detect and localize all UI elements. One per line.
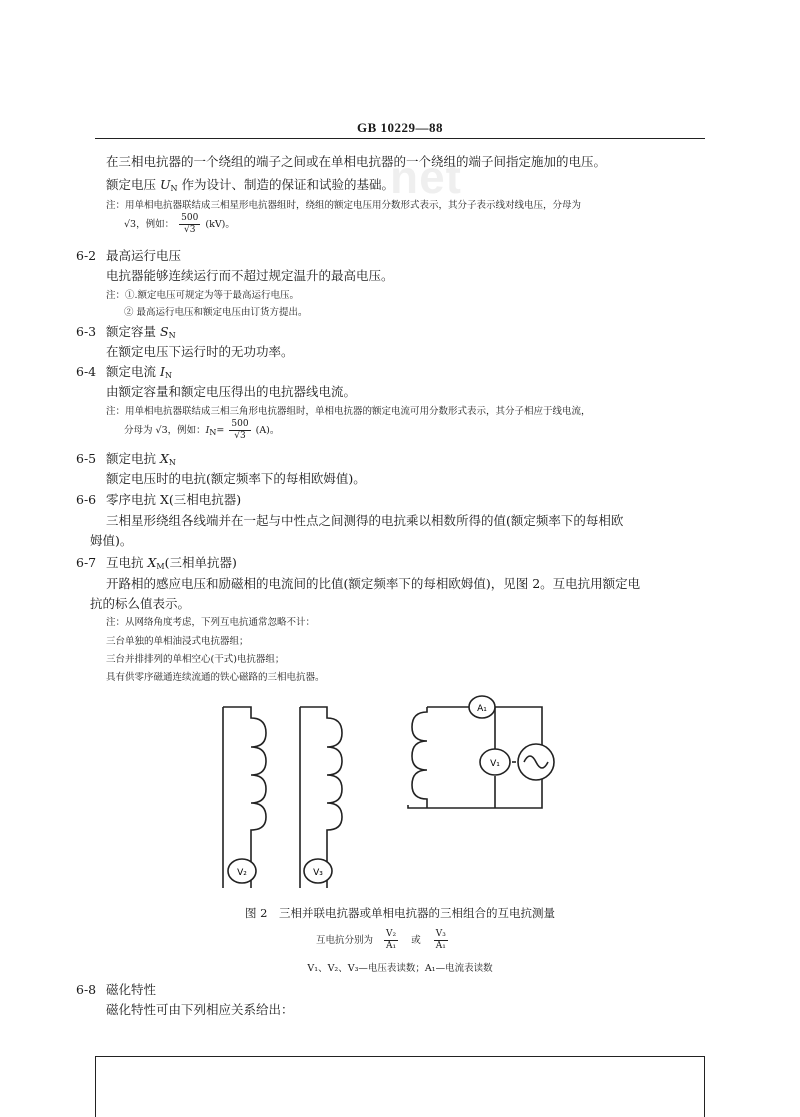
paragraph: 在额定电压下运行时的无功功率。 bbox=[106, 344, 294, 359]
fraction: $\frac{500}{√3}$ bbox=[231, 419, 249, 441]
section-heading: 6-2 最高运行电压 bbox=[76, 248, 182, 263]
note: 三台单独的单相油浸式电抗器组； bbox=[106, 636, 249, 647]
note: 注：从网络角度考虑，下列互电抗通常忽略不计： bbox=[106, 617, 316, 628]
paragraph: 磁化特性可由下列相应关系给出： bbox=[106, 1002, 294, 1017]
note: 注：①.额定电压可规定为等于最高运行电压。 bbox=[106, 290, 300, 301]
ac-source-icon bbox=[518, 744, 554, 780]
note: √3，例如： $\frac{500}{√3}$ (kV)。 bbox=[124, 213, 235, 235]
section-heading: 6-3 额定容量 $S_N$ bbox=[76, 324, 176, 340]
svg-text:V₁: V₁ bbox=[490, 759, 500, 769]
paragraph: 三相星形绕组各线端并在一起与中性点之间测得的电抗乘以相数所得的值(额定频率下的每相欧 bbox=[106, 513, 624, 528]
voltmeter-v1-icon bbox=[480, 749, 510, 775]
paragraph: 电抗器能够连续运行而不超过规定温升的最高电压。 bbox=[106, 268, 394, 283]
svg-text:A₁: A₁ bbox=[477, 704, 487, 714]
section-heading: 6-5 额定电抗 $X_N$ bbox=[76, 451, 176, 467]
table-frame bbox=[95, 1056, 705, 1117]
paragraph: 抗的标么值表示。 bbox=[90, 596, 191, 611]
watermark: net bbox=[390, 151, 462, 203]
note: 分母为 √3，例如：$I_N=$ $\frac{500}{√3}$ (A)。 bbox=[124, 419, 280, 441]
note: 注：用单相电抗器联结成三相星形电抗器组时，绕组的额定电压用分数形式表示，其分子表示线对线电压，分母为 bbox=[106, 200, 582, 211]
figure-caption: 图 2 三相并联电抗器或单相电抗器的三相组合的互电抗测量 bbox=[245, 906, 555, 920]
fraction: $\frac{500}{√3}$ bbox=[181, 213, 199, 235]
voltmeter-v3-icon bbox=[304, 859, 332, 883]
paragraph: 开路相的感应电压和励磁相的电流间的比值(额定频率下的每相欧姆值)，见图 2。互电抗用额定电 bbox=[106, 576, 641, 591]
section-heading: 6-4 额定电流 $I_N$ bbox=[76, 364, 172, 380]
figure-legend: V₁、V₂、V₃—电压表读数；A₁—电流表读数 bbox=[307, 963, 493, 974]
ammeter-a1-icon bbox=[469, 696, 495, 718]
paragraph: 在三相电抗器的一个绕组的端子之间或在单相电抗器的一个绕组的端子间指定施加的电压。 bbox=[106, 154, 607, 169]
section-heading: 6-6 零序电抗 X(三相电抗器) bbox=[76, 492, 242, 507]
paragraph: 额定电压 $U_N$ 作为设计、制造的保证和试验的基础。 bbox=[106, 177, 395, 193]
paragraph: 姆值)。 bbox=[90, 533, 133, 548]
note: ② 最高运行电压和额定电压由订货方提出。 bbox=[124, 307, 308, 318]
note: 注：用单相电抗器联结成三相三角形电抗器组时，单相电抗器的额定电流可用分数形式表示，其分子相应于线电流， bbox=[106, 406, 591, 417]
paragraph: 由额定容量和额定电压得出的电抗器线电流。 bbox=[106, 384, 357, 399]
svg-text:V₃: V₃ bbox=[313, 868, 323, 878]
note: 三台并排排列的单相空心(干式)电抗器组； bbox=[106, 654, 285, 665]
note: 具有供零序磁通连续流通的铁心磁路的三相电抗器。 bbox=[106, 672, 325, 683]
page-header: GB 10229—88 bbox=[356, 120, 444, 135]
paragraph: 额定电压时的电抗(额定频率下的每相欧姆值)。 bbox=[106, 471, 366, 486]
svg-text:V₂: V₂ bbox=[237, 868, 247, 878]
section-heading: 6-7 互电抗 $X_M$(三相单抗器) bbox=[76, 555, 237, 571]
section-heading: 6-8 磁化特性 bbox=[76, 982, 157, 997]
voltmeter-v2-icon bbox=[228, 859, 256, 883]
figure-formula: 互电抗分别为 $\frac{\text{V₂}}{\text{A₁}}$ 或 $\frac{\text{V₃}}{\text{A₁}}$ bbox=[316, 929, 446, 951]
